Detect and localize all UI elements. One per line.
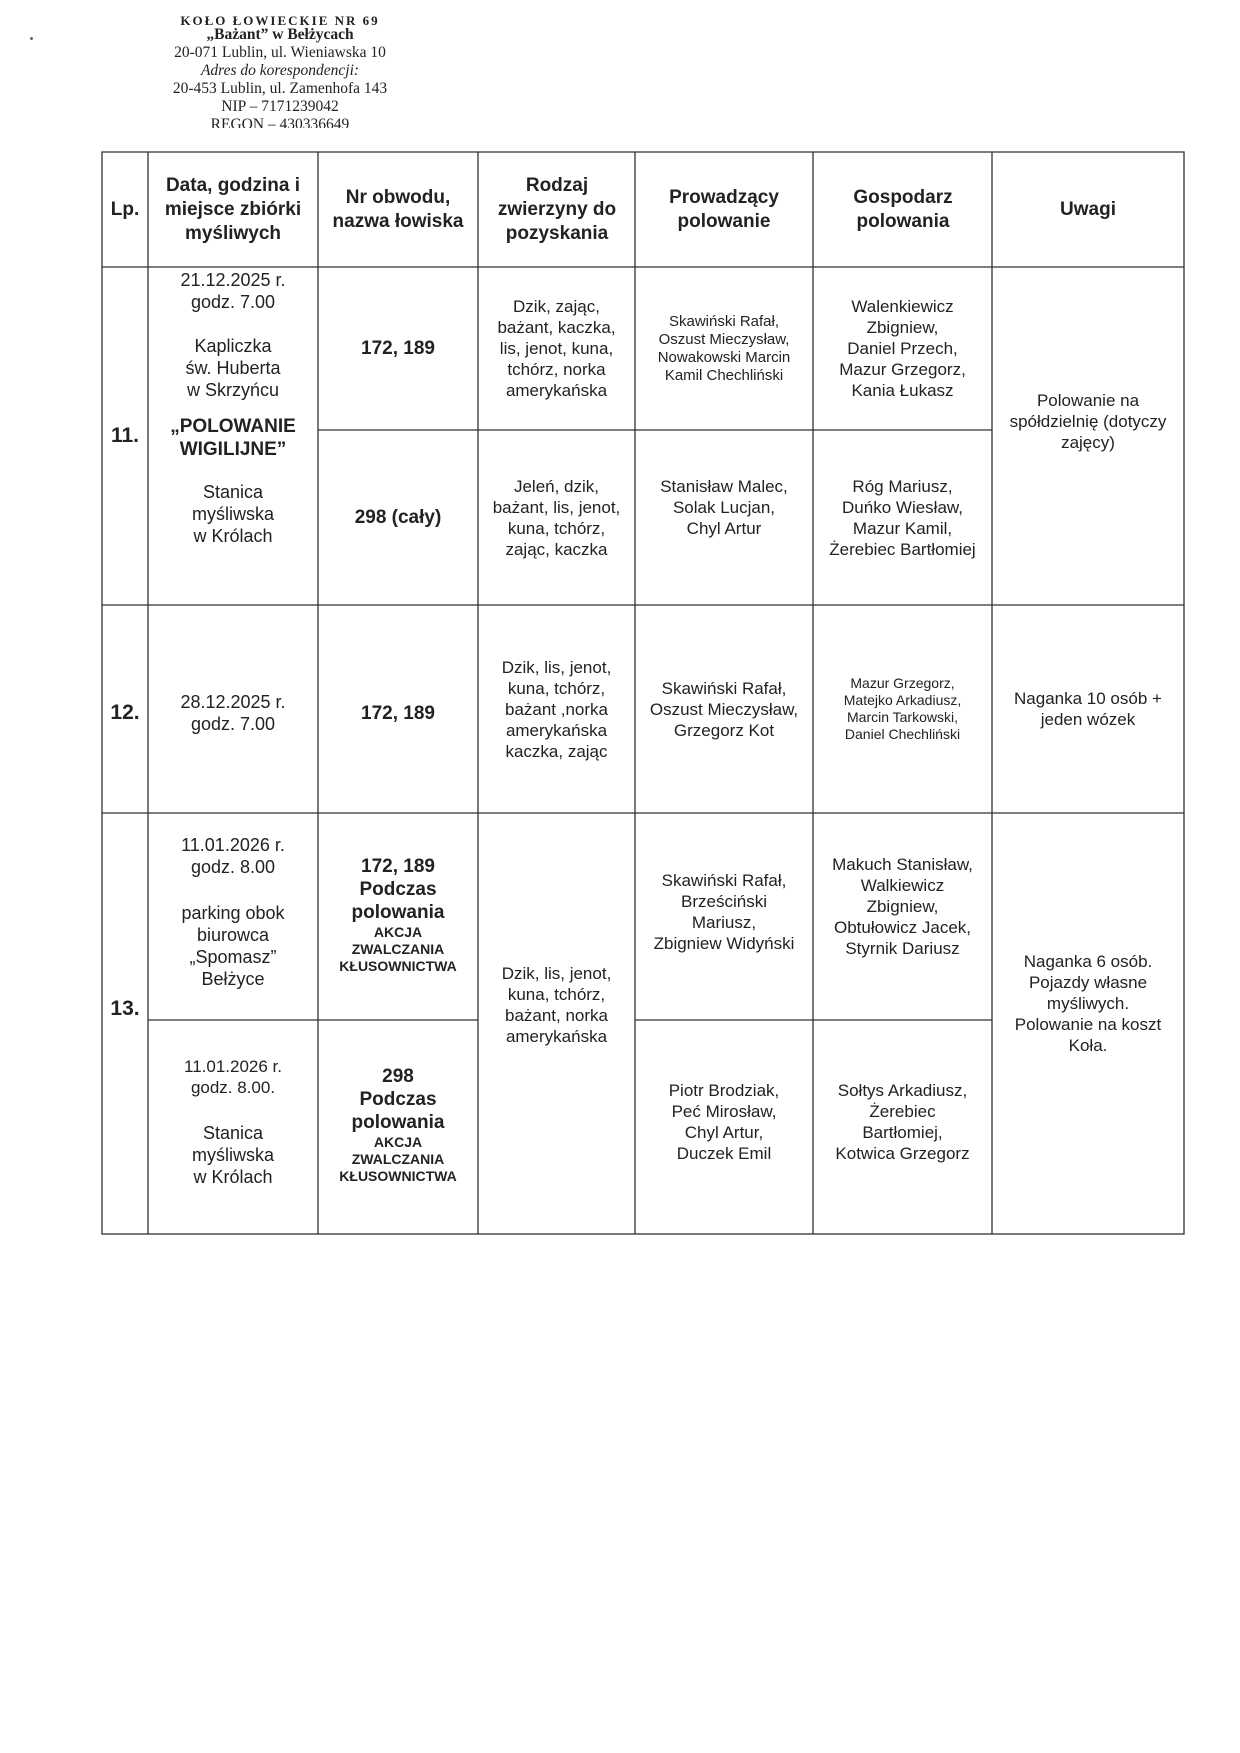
org-correspondence-address: 20-453 Lublin, ul. Zamenhofa 143 (172, 80, 388, 97)
person-line: Kamil Chechliński (664, 366, 784, 384)
row-12-area: 172, 189 (361, 702, 435, 724)
row-13-notes (992, 813, 1184, 1234)
person-line: Mazur Grzegorz, (839, 360, 966, 379)
header-game: Rodzaj zwierzyny do pozyskania (497, 174, 617, 244)
game-line: amerykańska (505, 720, 608, 740)
person-line: Makuch Stanisław, (832, 855, 973, 874)
org-correspondence-label: Adres do korespondencji: (200, 62, 360, 79)
row-13b-time: godz. 8.00. (190, 1078, 276, 1097)
row-11-place-line: Stanica (202, 482, 264, 502)
person-line: Mazur Kamil, (852, 518, 953, 538)
area-action-line: ZWALCZANIA (351, 940, 445, 957)
row-13b-date-cell (148, 1020, 318, 1234)
person-line: Obtułowicz Jacek, (834, 918, 971, 937)
area-label-line: Podczas (359, 878, 437, 900)
area-action-line: KŁUSOWNICTWA (339, 957, 457, 974)
row-13b-leader (635, 1020, 813, 1234)
person-line: Duńko Wiesław, (842, 497, 963, 517)
row-13-game (478, 813, 635, 1234)
row-12-date: 28.12.2025 r. (180, 692, 286, 712)
game-line: lis, jenot, kuna, (499, 339, 614, 358)
row-13a-area-cell (318, 813, 478, 1020)
game-line: Dzik, lis, jenot, (501, 963, 612, 983)
note-line: myśliwych. (1046, 994, 1130, 1013)
person-line: Grzegorz Kot (673, 720, 775, 740)
org-address: 20-071 Lublin, ul. Wieniawska 10 (174, 44, 386, 61)
place-line: biurowca (196, 924, 270, 945)
area-action-line: AKCJA (373, 923, 423, 940)
row-11-place-line: myśliwska (191, 504, 274, 524)
note-line: zajęcy) (1061, 432, 1115, 452)
person-line: Zbigniew, (866, 897, 939, 916)
row-13b-area-cell (318, 1020, 478, 1234)
note-line: Koła. (1068, 1036, 1108, 1055)
row-11b-game (478, 430, 635, 605)
header-lp: Lp. (110, 198, 140, 220)
game-line: bażant, norka (504, 1005, 608, 1025)
org-name: KOŁO ŁOWIECKIE NR 69 (180, 16, 380, 26)
row-13a-date-cell (148, 813, 318, 1020)
game-line: Jeleń, dzik, (513, 476, 600, 496)
person-line: Marcin Tarkowski, (847, 709, 958, 725)
area-action-line: ZWALCZANIA (351, 1151, 445, 1167)
row-11-place-line: św. Huberta (185, 358, 281, 378)
header-notes: Uwagi (1060, 198, 1116, 220)
row-11a-game (478, 267, 635, 430)
person-line: Stanisław Malec, (660, 477, 788, 496)
person-line: Oszust Mieczysław, (649, 699, 799, 719)
game-line: Dzik, zając, (513, 297, 600, 316)
row-11-place-line: w Skrzyńcu (186, 380, 280, 400)
note-line: Naganka 6 osób. (1023, 952, 1153, 971)
row-12-notes (992, 605, 1184, 813)
header-host: Gospodarz polowania (853, 186, 953, 232)
row-11a-area: 172, 189 (361, 338, 435, 359)
person-line: Chyl Artur (686, 519, 762, 538)
note-line: Polowanie na (1036, 390, 1140, 410)
person-line: Chyl Artur, (684, 1123, 764, 1142)
header-area: Nr obwodu, nazwa łowiska (332, 186, 464, 232)
game-line: zając, kaczka (505, 539, 608, 559)
row-11b-leader (635, 430, 813, 605)
person-line: Duczek Emil (676, 1144, 772, 1163)
note-line: spółdzielnię (dotyczy (1009, 411, 1167, 431)
note-line: Naganka 10 osób + (1014, 689, 1162, 708)
game-line: bażant ,norka (504, 699, 608, 719)
row-12-leader (635, 605, 813, 813)
row-11-place-line: w Królach (193, 526, 273, 546)
game-line: bażant, kaczka, (497, 318, 616, 337)
game-line: kuna, tchórz, (507, 984, 606, 1004)
person-line: Brześciński (681, 891, 767, 911)
row-11-time: godz. 7.00 (190, 292, 276, 312)
row-11b-host (813, 430, 992, 605)
note-line: jeden wózek (1040, 710, 1136, 729)
person-line: Bartłomiej, (862, 1123, 943, 1142)
row-12-game (478, 605, 635, 813)
header-leader: Prowadzący polowanie (669, 186, 779, 232)
person-line: Matejko Arkadiusz, (843, 692, 962, 708)
game-line: bażant, lis, jenot, (492, 497, 621, 517)
row-11-event-name: WIGILIJNE” (179, 439, 287, 460)
person-line: Nowakowski Marcin (657, 348, 791, 366)
row-12-date-cell (148, 605, 318, 813)
game-line: amerykańska (505, 1026, 608, 1046)
row-11-date: 21.12.2025 r. (180, 270, 286, 290)
game-line: amerykańska (505, 381, 608, 400)
row-11-place-line: Kapliczka (194, 336, 272, 356)
area-label-line: polowania (351, 1112, 445, 1133)
place-line: myśliwska (191, 1145, 274, 1165)
person-line: Mariusz, (691, 912, 757, 932)
place-line: parking obok (181, 902, 285, 923)
place-line: Stanica (202, 1123, 264, 1143)
place-line: „Spomasz” (189, 946, 277, 967)
person-line: Daniel Przech, (847, 339, 958, 358)
place-line: Bełżyce (201, 968, 265, 989)
row-11-event-name: „POLOWANIE (170, 416, 296, 437)
row-13a-date: 11.01.2026 r. (181, 834, 285, 855)
person-line: Daniel Chechliński (844, 726, 961, 742)
person-line: Oszust Mieczysław, (658, 330, 790, 348)
person-line: Styrnik Dariusz (845, 939, 960, 958)
person-line: Zbigniew, (866, 318, 939, 337)
person-line: Kotwica Grzegorz (835, 1144, 970, 1163)
org-nip: NIP – 7171239042 (221, 98, 339, 115)
row-12-time: godz. 7.00 (190, 714, 276, 734)
row-11a-host (813, 267, 992, 430)
org-regon: REGON – 430336649 (210, 116, 350, 128)
game-line: kuna, tchórz, (507, 518, 606, 538)
person-line: Zbigniew Widyński (653, 933, 795, 953)
row-13a-leader (635, 813, 813, 1020)
row-13a-host (813, 813, 992, 1020)
person-line: Żerebiec (869, 1102, 936, 1121)
org-subname: „Bażant” w Bełżycach (206, 26, 354, 43)
person-line: Róg Mariusz, (852, 476, 953, 496)
person-line: Żerebiec Bartłomiej (829, 539, 976, 559)
game-line: tchórz, norka (507, 360, 606, 379)
person-line: Skawiński Rafał, (661, 678, 787, 698)
row-12-lp: 12. (110, 701, 140, 724)
row-11-date-cell (148, 267, 318, 605)
note-line: Polowanie na koszt (1014, 1015, 1162, 1034)
row-13b-date: 11.01.2026 r. (184, 1057, 282, 1076)
row-13a-time: godz. 8.00 (190, 856, 276, 877)
area-label-line: polowania (351, 901, 445, 923)
row-13-lp: 13. (110, 996, 140, 1020)
area-label-line: Podczas (359, 1089, 437, 1110)
row-11b-area: 298 (cały) (354, 507, 442, 528)
person-line: Peć Mirosław, (671, 1102, 777, 1121)
person-line: Walenkiewicz (851, 297, 954, 316)
game-line: Dzik, lis, jenot, (501, 657, 612, 677)
person-line: Kania Łukasz (851, 381, 954, 400)
person-line: Mazur Grzegorz, (850, 675, 955, 691)
area-action-line: AKCJA (373, 1134, 423, 1150)
row-13a-area-number: 172, 189 (361, 855, 435, 877)
row-11-notes (992, 267, 1184, 605)
person-line: Piotr Brodziak, (668, 1081, 780, 1100)
note-line: Pojazdy własne (1028, 973, 1148, 992)
header-date: Data, godzina i miejsce zbiórki myśliwych (164, 174, 302, 244)
person-line: Skawiński Rafał, (668, 312, 780, 330)
person-line: Solak Lucjan, (672, 498, 776, 517)
game-line: kaczka, zając (505, 741, 608, 761)
person-line: Skawiński Rafał, (661, 870, 787, 890)
row-13b-area-number: 298 (382, 1066, 414, 1087)
place-line: w Królach (193, 1167, 273, 1187)
game-line: kuna, tchórz, (507, 678, 606, 698)
person-line: Walkiewicz (860, 876, 945, 895)
row-13b-host (813, 1020, 992, 1234)
row-11a-leader (635, 267, 813, 430)
person-line: Sołtys Arkadiusz, (837, 1081, 968, 1100)
row-11-lp: 11. (110, 424, 140, 447)
area-action-line: KŁUSOWNICTWA (339, 1168, 457, 1184)
row-12-host (813, 605, 992, 813)
